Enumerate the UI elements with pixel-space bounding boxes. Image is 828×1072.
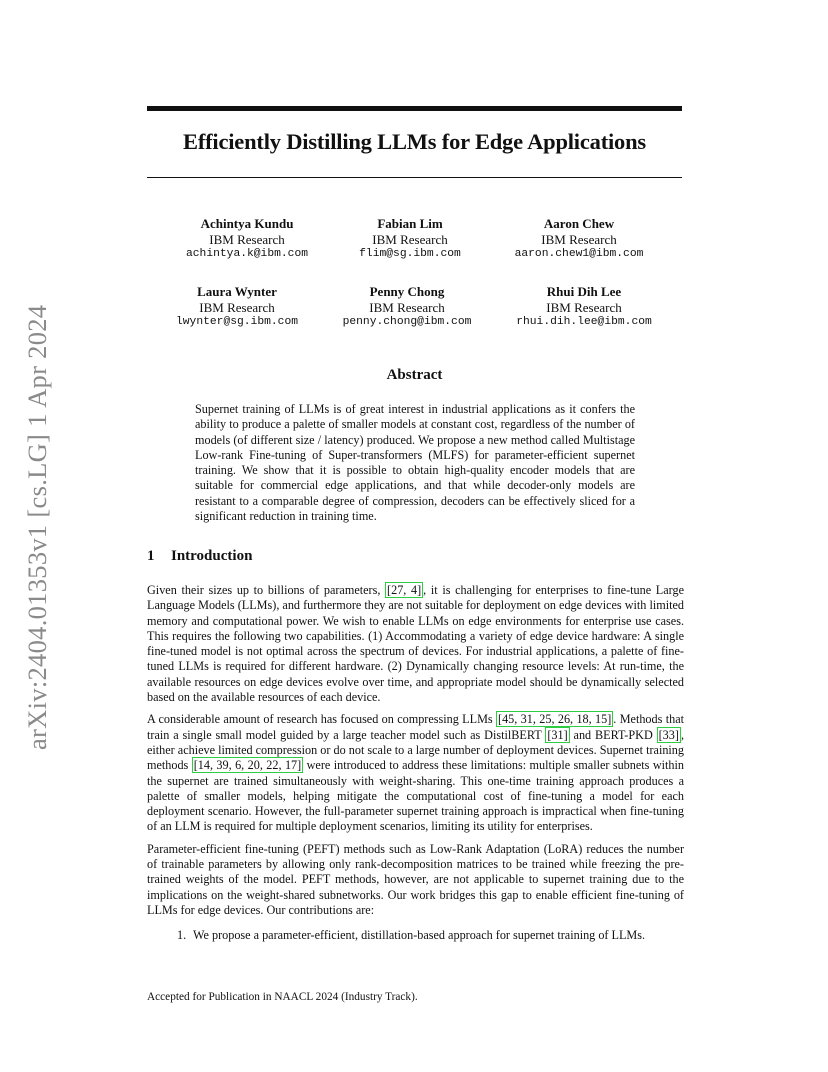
section-number: 1 <box>147 548 155 564</box>
author-affiliation: IBM Research <box>372 231 448 247</box>
paragraph: Parameter-efficient fine-tuning (PEFT) methods such as Low-Rank Adaptation (LoRA) reduces the number of trainable parameters by allowing only rank-decomposition matrices to be trained while freezing the pre-trained weights of the model. PEFT methods, however, are not applicable to supernet training due to the implications on the weight-shared subnetworks. Our work bridges this gap to enable efficient fine-tuning of LLMs for edge devices. Our contributions are: <box>147 841 684 917</box>
footnote: Accepted for Publication in NAACL 2024 (Industry Track). <box>147 991 418 1003</box>
author-email: aaron.chew1@ibm.com <box>514 248 644 260</box>
list-number: 1. <box>177 928 187 943</box>
author-name: Fabian Lim <box>377 216 443 231</box>
author-affiliation: IBM Research <box>546 299 622 315</box>
author-email: rhui.dih.lee@ibm.com <box>516 316 652 328</box>
arxiv-stamp: arXiv:2404.01353v1 [cs.LG] 1 Apr 2024 <box>22 304 52 750</box>
paragraph-text: , either achieve limited compression or do not scale to a large number of deployment devices. Supernet training methods <box>147 727 684 773</box>
author-name: Achintya Kundu <box>200 216 294 231</box>
author-block <box>489 284 679 331</box>
citation-link[interactable]: [27, 4] <box>387 583 422 597</box>
title-top-rule <box>147 106 682 111</box>
paragraph-text: , it is challenging for enterprises to fine-tune Large Language Models (LLMs), and furthermore they are not suitable for deployment on edge devices with limited memory and computational power. We wish to enable LLMs on edge environments for enterprise use cases. This requires the following two capabilities. (1) Accommodating a variety of edge device hardware: A single fine-tuned model is not optimal across the spectrum of devices. For industrial applications, a palette of fine-tuned LLMs is required for different hardware. (2) Dynamically changing resource levels: At run-time, the available resources on edge devices evolve over time, and appropriate model should be dynamically selected based on the available resources of each device. <box>147 583 684 705</box>
author-email: lwynter@sg.ibm.com <box>175 316 299 328</box>
author-name: Laura Wynter <box>197 284 277 299</box>
list-text: We propose a parameter-efficient, distillation-based approach for supernet training of LLMs. <box>193 928 646 943</box>
author-email: flim@sg.ibm.com <box>359 248 461 260</box>
author-name: Aaron Chew <box>543 216 615 231</box>
paragraph-text: and BERT-PKD <box>569 727 657 742</box>
citation-link[interactable]: [33] <box>658 727 679 742</box>
author-email: penny.chong@ibm.com <box>342 316 472 328</box>
paragraph <box>147 583 684 705</box>
paper-title: Efficiently Distilling LLMs for Edge Applications <box>183 129 646 154</box>
author-block <box>142 284 332 331</box>
author-affiliation: IBM Research <box>541 231 617 247</box>
author-affiliation: IBM Research <box>369 299 445 315</box>
author-name: Penny Chong <box>369 284 445 299</box>
contribution-list-item <box>177 928 684 943</box>
author-block <box>315 216 505 263</box>
section-title: Introduction <box>171 548 253 564</box>
citation-link[interactable]: [31] <box>547 727 568 742</box>
paragraph-text: A considerable amount of research has focused on compressing LLMs <box>147 712 497 727</box>
author-name: Rhui Dih Lee <box>546 284 622 299</box>
author-block <box>312 284 502 331</box>
author-block <box>484 216 674 263</box>
author-email: achintya.k@ibm.com <box>185 248 309 260</box>
paragraph-text: were introduced to address these limitations: multiple smaller subnets within the supernet are trained simultaneously with weight-sharing. This one-time training approach produces a palette of smaller models, helping mitigate the computational cost of fine-tuning a model for each deployment scenario. However, the full-parameter supernet training approach is impractical when fine-tuning of an LLM is required for multiple deployment scenarios, limiting its utility for enterprises. <box>147 758 684 834</box>
author-block <box>152 216 342 263</box>
abstract-text: Supernet training of LLMs is of great interest in industrial applications as it confers the ability to produce a palette of smaller models at constant cost, regardless of the number of models (of different size / latency) produced. We propose a new method called Multistage Low-rank Fine-tuning of Super-transformers (MLFS) for parameter-efficient supernet training. We show that it is possible to obtain high-quality encoder models that are suitable for commercial edge applications, and that while decoder-only models are resistant to a comparable degree of compression, decoders can be effectively sliced for a significant reduction in training time. <box>195 402 635 524</box>
abstract-heading: Abstract <box>386 367 443 383</box>
section-heading <box>147 548 252 565</box>
title-bottom-rule <box>147 177 682 178</box>
citation-link[interactable]: [45, 31, 25, 26, 18, 15] <box>498 712 612 727</box>
author-affiliation: IBM Research <box>209 231 285 247</box>
author-affiliation: IBM Research <box>199 299 275 315</box>
section-body <box>147 583 684 944</box>
paragraph <box>147 712 684 834</box>
paragraph-text: . Methods that train a single small model guided by a large teacher model such as DistilBERT <box>147 712 684 742</box>
paragraph-text: Given their sizes up to billions of parameters, <box>147 583 386 597</box>
citation-link[interactable]: [14, 39, 6, 20, 22, 17] <box>193 758 302 773</box>
